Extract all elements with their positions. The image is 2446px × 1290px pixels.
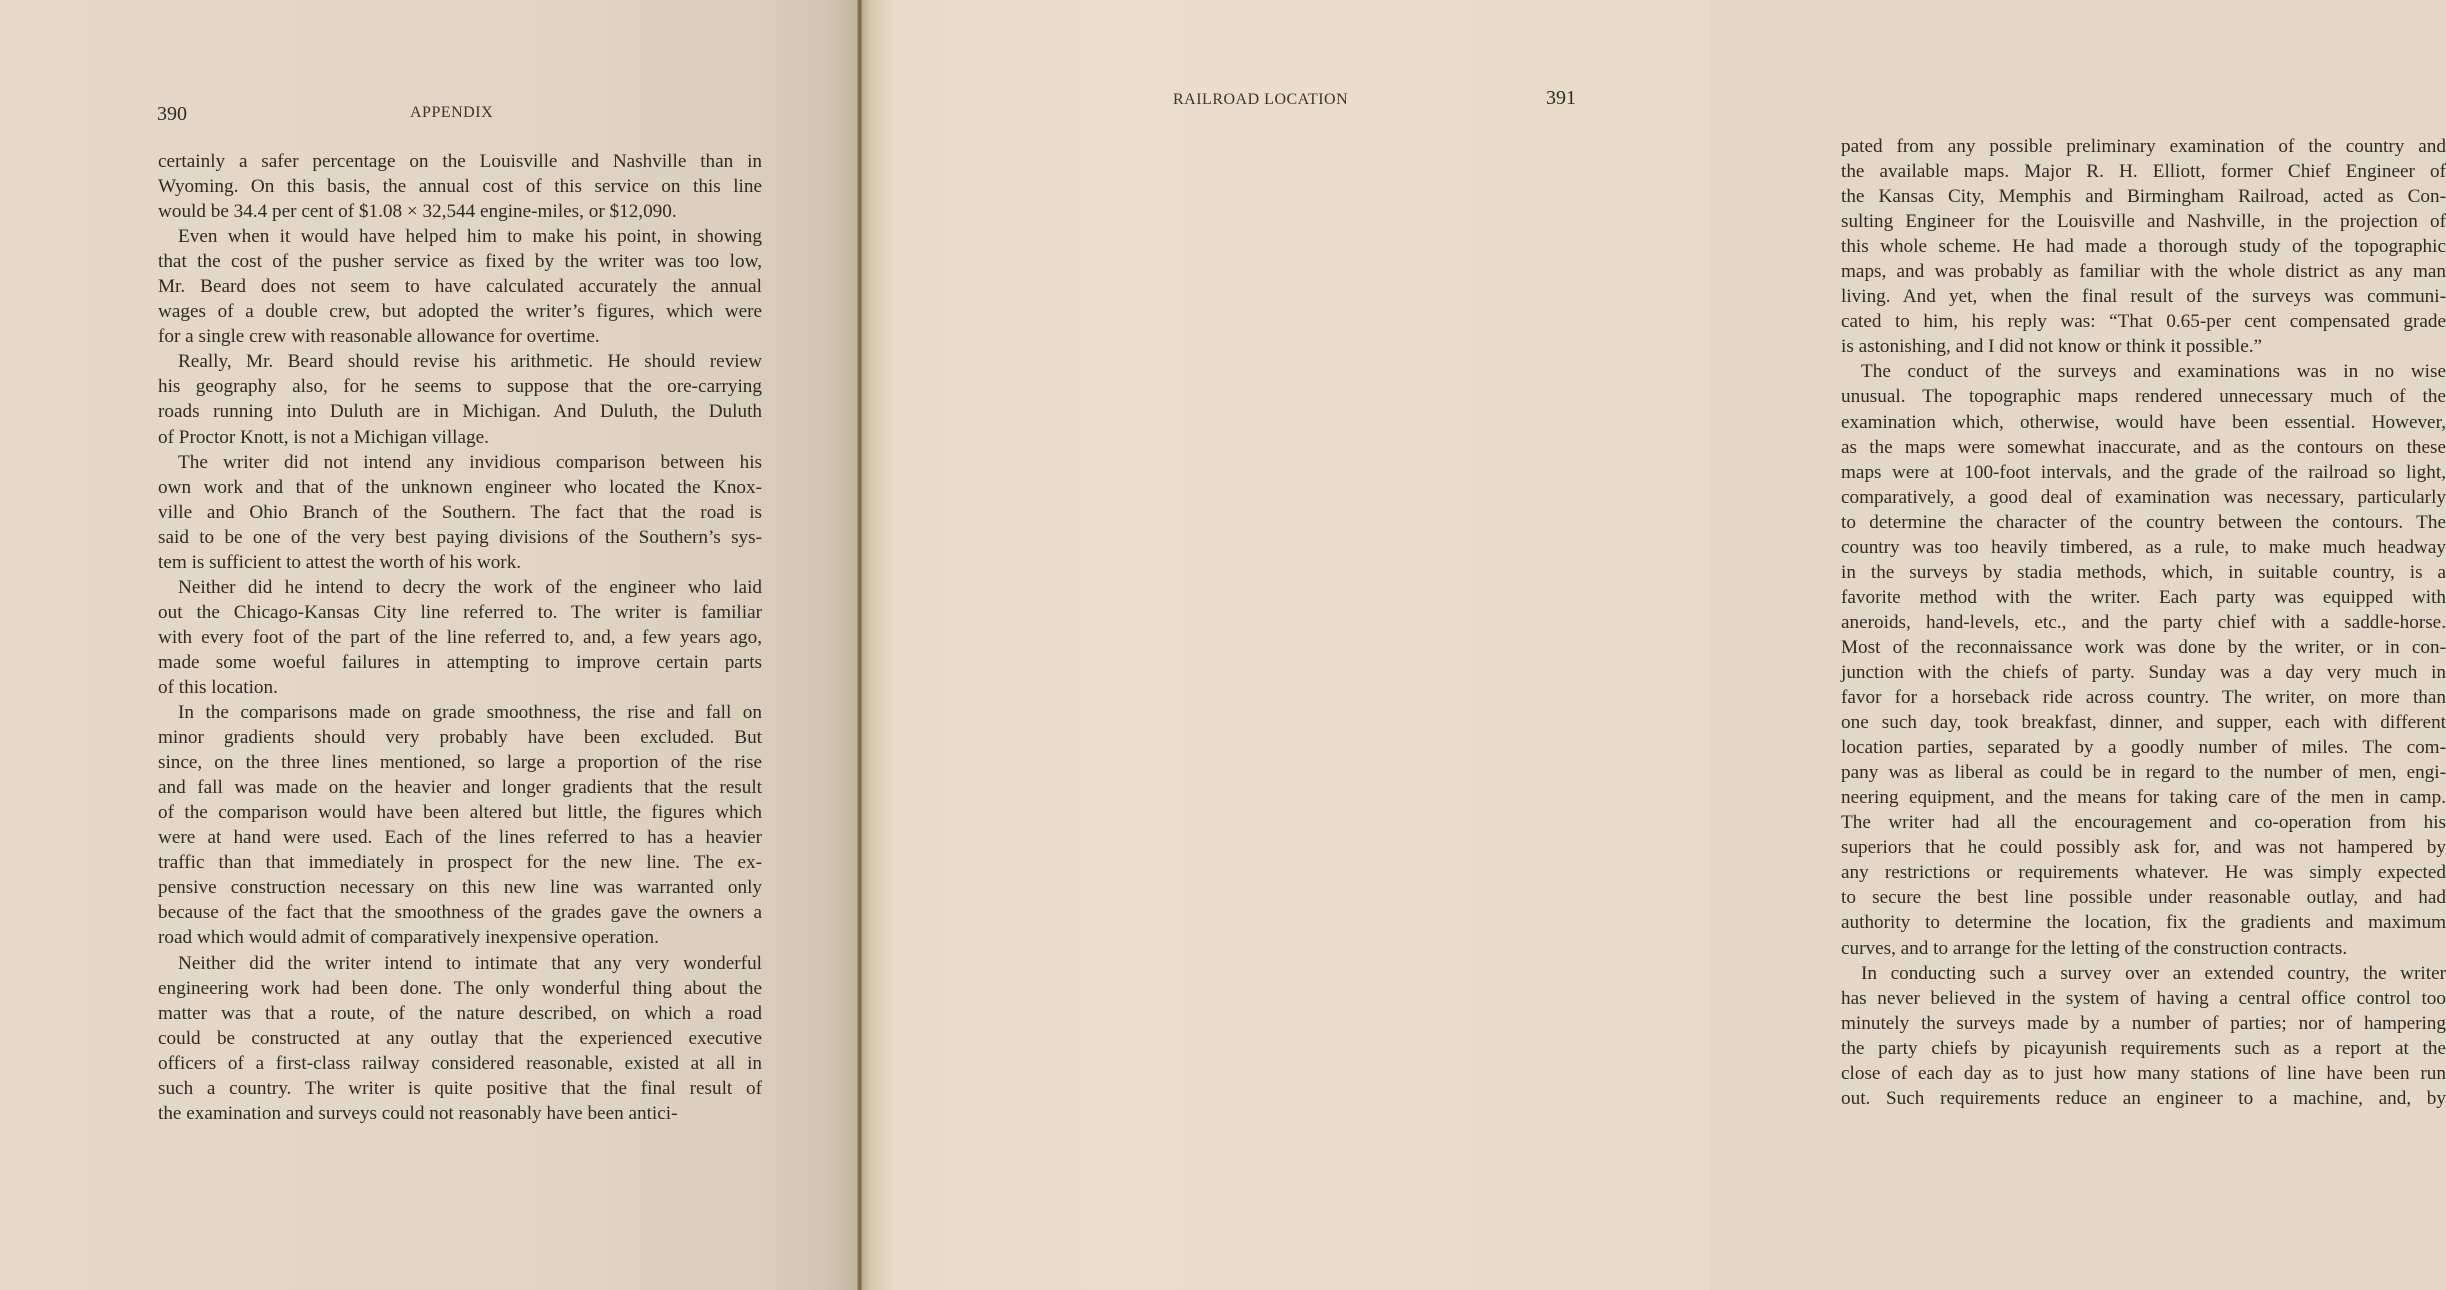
text-line: The writer had all the encouragement and co-operation from his xyxy=(1841,812,2446,834)
text-line: unusual. The topographic maps rendered unnecessary much of the xyxy=(1841,386,2446,408)
text-line: Neither did the writer intend to intimate that any very wonderful xyxy=(178,952,762,974)
text-line: the party chiefs by picayunish requirements such as a report at the xyxy=(1841,1037,2446,1059)
text-line: of the comparison would have been altered but little, the figures which xyxy=(158,802,762,824)
text-line: maps, and was probably as familiar with the whole district as any man xyxy=(1841,261,2446,283)
running-head: RAILROAD LOCATION xyxy=(1173,91,1349,108)
text-line: wages of a double crew, but adopted the writer’s figures, which were xyxy=(158,301,762,323)
text-line: Even when it would have helped him to make his point, in showing xyxy=(178,226,762,248)
text-line: such a country. The writer is quite positive that the final result of xyxy=(158,1077,762,1099)
paragraph xyxy=(158,951,762,1126)
text-line: aneroids, hand-levels, etc., and the party chief with a saddle-horse. xyxy=(1841,611,2446,633)
text-line: in the surveys by stadia methods, which, in suitable country, is a xyxy=(1841,561,2446,583)
text-line: The conduct of the surveys and examinations was in no wise xyxy=(1861,361,2446,383)
text-line: Neither did he intend to decry the work of the engineer who laid xyxy=(178,576,762,598)
text-line: maps were at 100-foot intervals, and the grade of the railroad so light, xyxy=(1841,461,2446,483)
paragraph xyxy=(158,149,762,224)
text-line: ville and Ohio Branch of the Southern. The fact that the road is xyxy=(158,501,762,523)
text-line: The writer did not intend any invidious comparison between his xyxy=(178,451,762,473)
paragraph xyxy=(158,700,762,950)
text-line: to secure the best line possible under reasonable outlay, and had xyxy=(1841,887,2446,909)
text-line: the examination and surveys could not reasonably have been antici- xyxy=(158,1102,678,1124)
text-line: pated from any possible preliminary examination of the country and xyxy=(1841,136,2446,157)
text-line: out the Chicago-Kansas City line referred to. The writer is familiar xyxy=(158,601,762,623)
text-line: as the maps were somewhat inaccurate, and as the contours on these xyxy=(1841,436,2446,458)
text-line: favor for a horseback ride across country. The writer, on more than xyxy=(1841,687,2446,709)
text-line: living. And yet, when the final result of the surveys was communi- xyxy=(1841,286,2446,308)
text-line: traffic than that immediately in prospect for the new line. The ex- xyxy=(158,852,762,874)
text-line: comparatively, a good deal of examination was necessary, particularly xyxy=(1841,486,2446,508)
text-line: examination which, otherwise, would have been essential. However, xyxy=(1841,411,2446,433)
text-line: engineering work had been done. The only wonderful thing about the xyxy=(158,977,762,999)
text-line: the Kansas City, Memphis and Birmingham Railroad, acted as Con- xyxy=(1841,186,2446,208)
text-line: of this location. xyxy=(158,676,278,698)
running-head: APPENDIX xyxy=(410,104,494,121)
text-line: Wyoming. On this basis, the annual cost of this service on this line xyxy=(158,176,762,198)
text-line: certainly a safer percentage on the Louisville and Nashville than in xyxy=(158,151,762,172)
text-line: for a single crew with reasonable allowance for overtime. xyxy=(158,326,600,348)
text-line: minor gradients should very probably have been excluded. But xyxy=(158,727,762,749)
text-line: neering equipment, and the means for taking care of the men in camp. xyxy=(1841,787,2446,809)
text-line: said to be one of the very best paying divisions of the Southern’s sys- xyxy=(158,526,762,548)
text-line: his geography also, for he seems to suppose that the ore-carrying xyxy=(158,376,762,398)
text-line: the available maps. Major R. H. Elliott, former Chief Engineer of xyxy=(1841,161,2446,183)
book-gutter xyxy=(857,0,863,1290)
text-line: pensive construction necessary on this new line was warranted only xyxy=(158,877,762,899)
left-page xyxy=(0,0,861,1290)
text-line: any restrictions or requirements whatever. He was simply expected xyxy=(1841,862,2446,884)
text-line: would be 34.4 per cent of $1.08 × 32,544 engine-miles, or $12,090. xyxy=(158,201,677,223)
paragraph xyxy=(1841,961,2446,1111)
text-line: own work and that of the unknown engineer who located the Knox- xyxy=(158,476,762,498)
text-line: roads running into Duluth are in Michigan. And Duluth, the Duluth xyxy=(158,401,762,423)
text-line: officers of a first-class railway considered reasonable, existed at all in xyxy=(158,1052,762,1074)
text-line: cated to him, his reply was: “That 0.65-per cent compensated grade xyxy=(1841,311,2446,333)
text-line: superiors that he could possibly ask for, and was not hampered by xyxy=(1841,837,2446,859)
text-line: Really, Mr. Beard should revise his arithmetic. He should review xyxy=(178,351,762,373)
text-line: that the cost of the pusher service as fixed by the writer was too low, xyxy=(158,251,762,273)
text-line: authority to determine the location, fix the gradients and maximum xyxy=(1841,912,2446,934)
text-line: pany was as liberal as could be in regard to the number of men, engi- xyxy=(1841,762,2446,784)
page-number: 390 xyxy=(157,103,187,125)
text-line: to determine the character of the country between the contours. The xyxy=(1841,511,2446,533)
text-line: Most of the reconnaissance work was done by the writer, or in con- xyxy=(1841,636,2446,658)
text-line: one such day, took breakfast, dinner, and supper, each with different xyxy=(1841,712,2446,734)
text-line: since, on the three lines mentioned, so large a proportion of the rise xyxy=(158,752,762,774)
right-page xyxy=(861,0,2446,1290)
paragraph xyxy=(158,575,762,700)
text-line: were at hand were used. Each of the lines referred to has a heavier xyxy=(158,827,762,849)
body-text xyxy=(158,149,762,1126)
paragraph xyxy=(1841,359,2446,960)
text-line: In conducting such a survey over an extended country, the writer xyxy=(1861,962,2446,984)
text-line: In the comparisons made on grade smoothness, the rise and fall on xyxy=(178,702,762,724)
text-line: is astonishing, and I did not know or think it possible.” xyxy=(1841,336,2263,358)
text-line: out. Such requirements reduce an engineer to a machine, and, by xyxy=(1841,1087,2446,1109)
text-line: road which would admit of comparatively inexpensive operation. xyxy=(158,927,659,949)
text-line: this whole scheme. He had made a thorough study of the topographic xyxy=(1841,236,2446,258)
paragraph xyxy=(158,224,762,349)
text-line: and fall was made on the heavier and longer gradients that the result xyxy=(158,777,762,799)
text-line: matter was that a route, of the nature described, on which a road xyxy=(158,1002,762,1024)
paragraph xyxy=(1841,134,2446,359)
page-number: 391 xyxy=(1546,87,1576,109)
text-line: minutely the surveys made by a number of parties; nor of hampering xyxy=(1841,1012,2446,1034)
text-line: has never believed in the system of having a central office control too xyxy=(1841,987,2446,1009)
text-line: could be constructed at any outlay that the experienced executive xyxy=(158,1027,762,1049)
text-line: country was too heavily timbered, as a rule, to make much headway xyxy=(1841,536,2446,558)
text-line: curves, and to arrange for the letting of the construction contracts. xyxy=(1841,937,2348,959)
text-line: because of the fact that the smoothness of the grades gave the owners a xyxy=(158,902,762,924)
paragraph xyxy=(158,450,762,575)
text-line: made some woeful failures in attempting to improve certain parts xyxy=(158,651,762,673)
text-line: sulting Engineer for the Louisville and Nashville, in the projection of xyxy=(1841,211,2446,233)
text-line: tem is sufficient to attest the worth of his work. xyxy=(158,551,522,573)
text-line: of Proctor Knott, is not a Michigan village. xyxy=(158,426,489,448)
text-line: close of each day as to just how many stations of line have been run xyxy=(1841,1062,2446,1084)
text-line: with every foot of the part of the line referred to, and, a few years ago, xyxy=(158,626,762,648)
body-text xyxy=(1841,134,2446,1111)
text-line: favorite method with the writer. Each party was equipped with xyxy=(1841,586,2446,608)
paragraph xyxy=(158,349,762,449)
text-line: location parties, separated by a goodly number of miles. The com- xyxy=(1841,737,2446,759)
text-line: Mr. Beard does not seem to have calculated accurately the annual xyxy=(158,276,762,298)
text-line: junction with the chiefs of party. Sunday was a day very much in xyxy=(1841,661,2446,683)
